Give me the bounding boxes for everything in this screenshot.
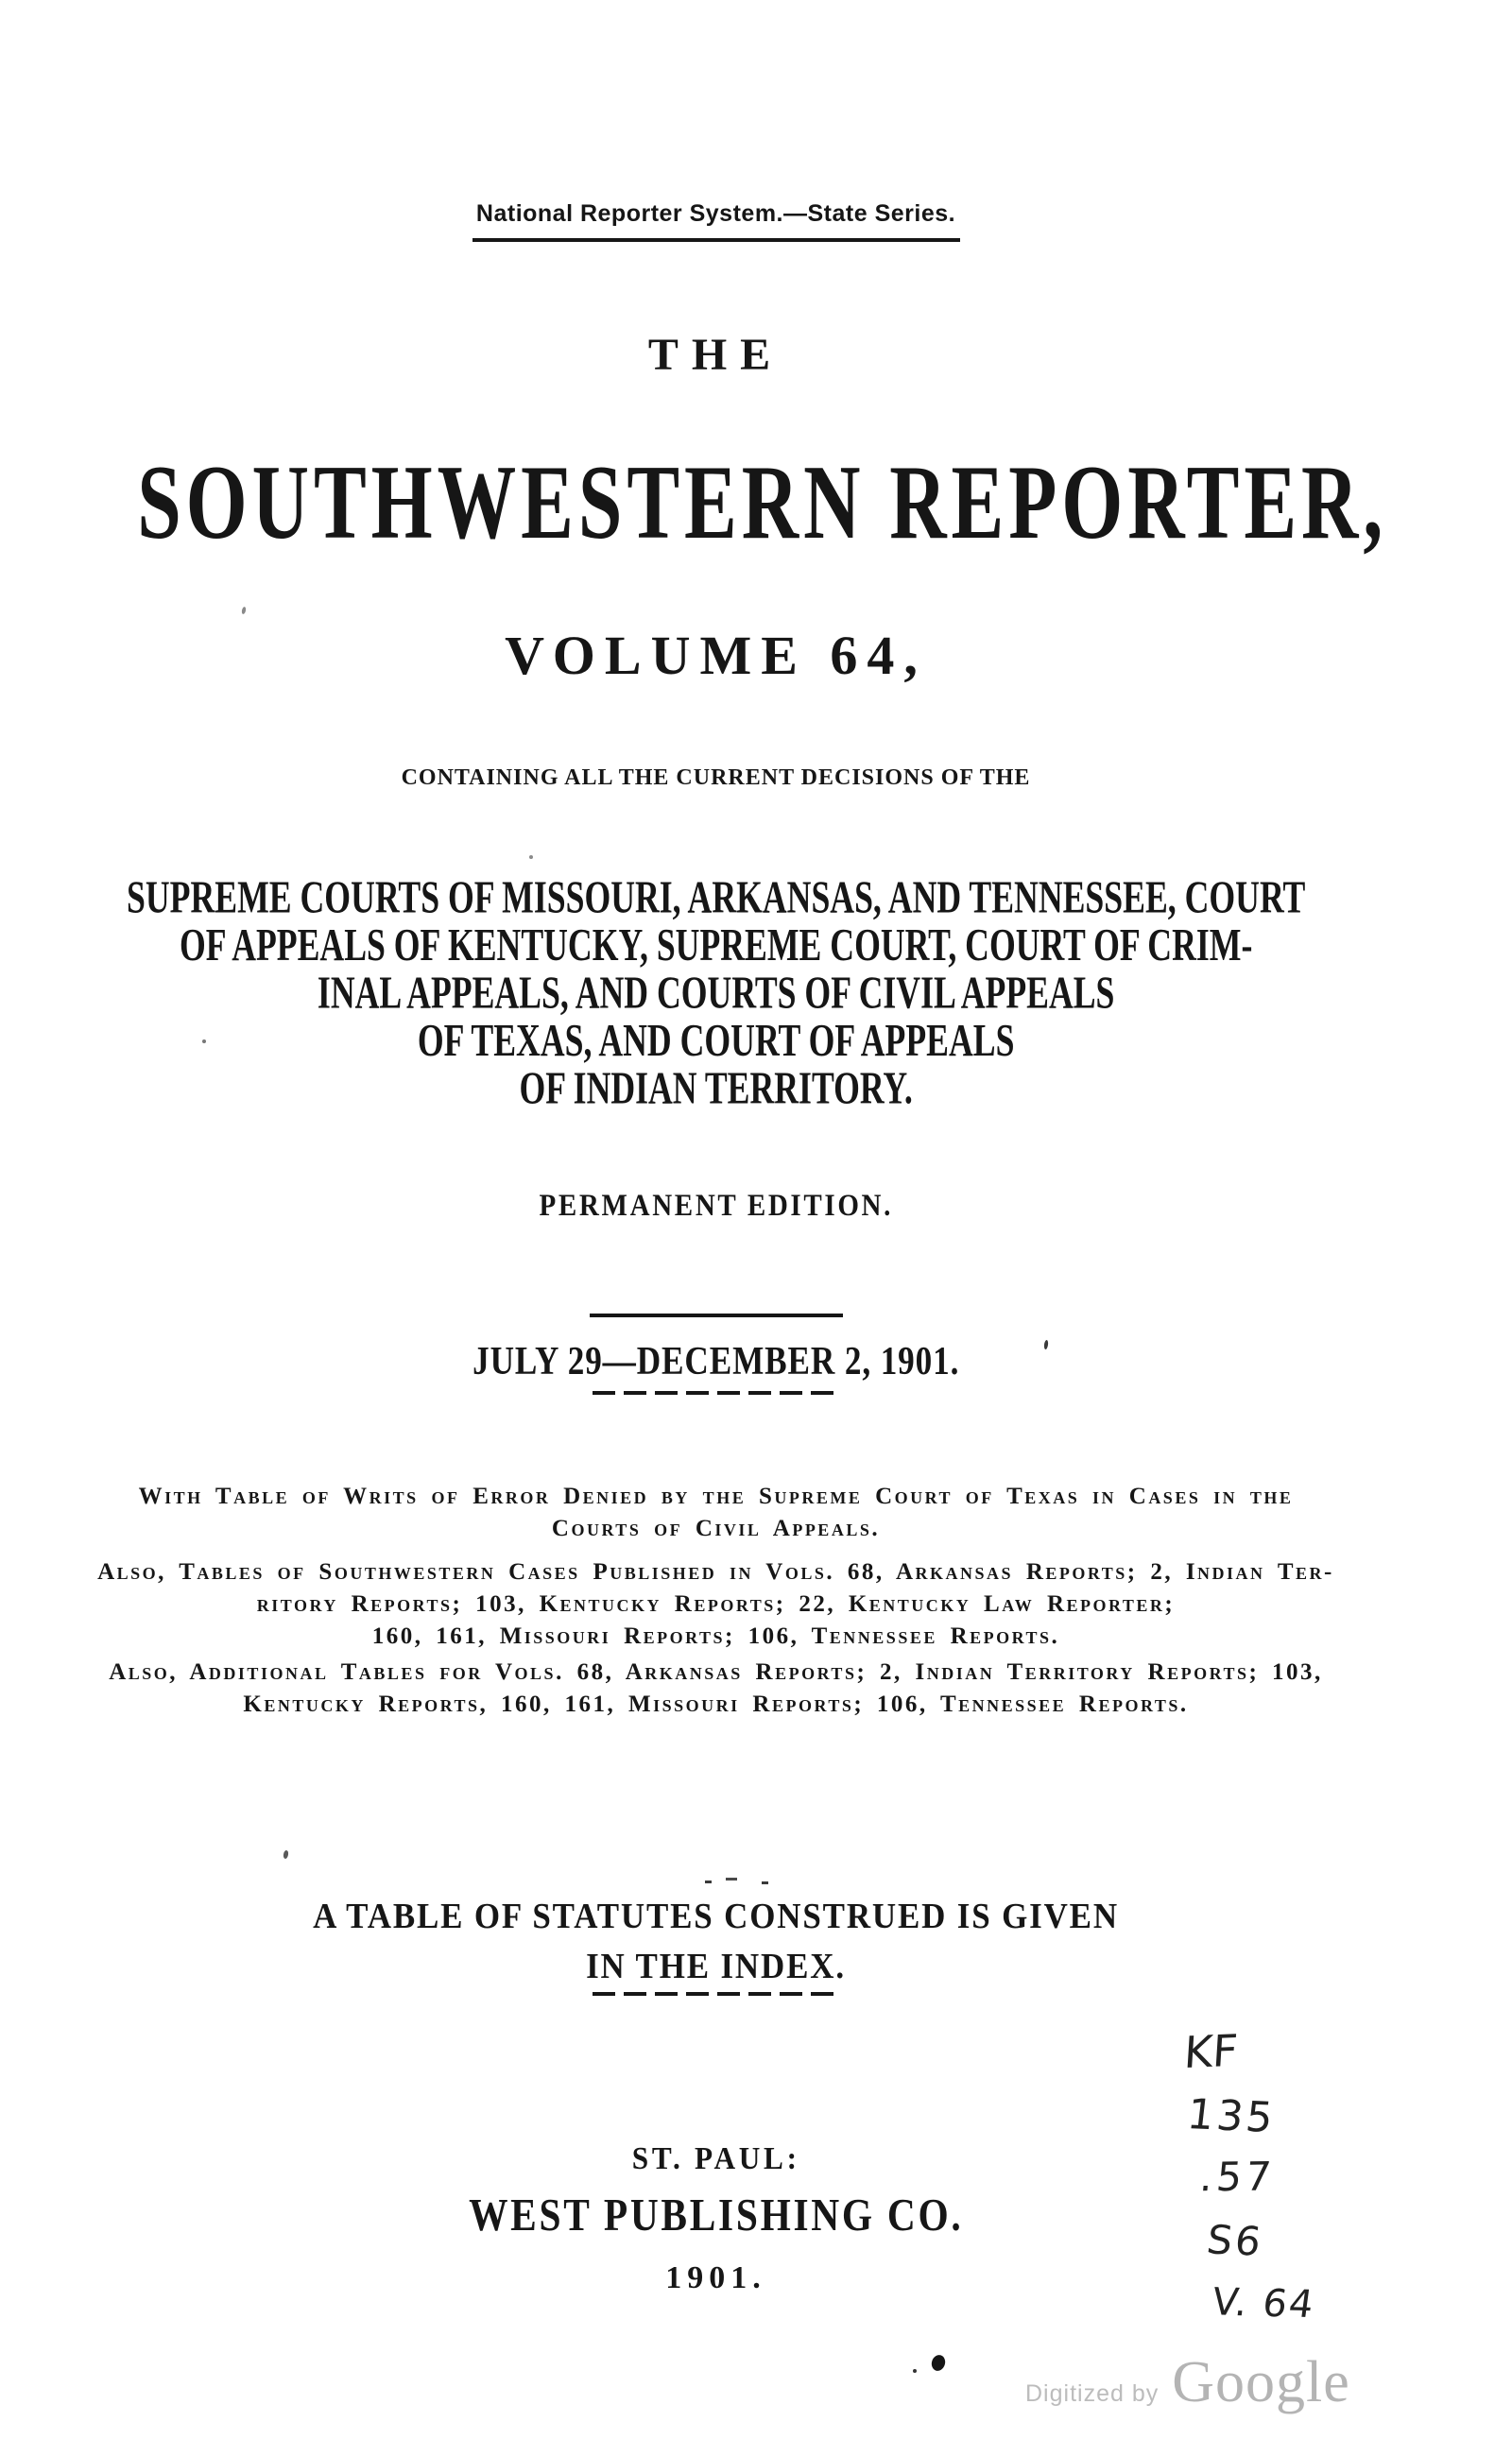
writs-note-line: With Table of Writs of Error Denied by the Supreme Court of Texas in Cases in the (138, 1484, 1294, 1509)
scan-artifact (705, 1881, 712, 1883)
header-rule (472, 238, 960, 242)
courts-line: OF TEXAS, AND COURT OF APPEALS (417, 1016, 1015, 1067)
statutes-note (0, 1892, 1432, 1992)
call-number-line: V. 64 (1209, 2280, 1318, 2327)
dashed-rule (593, 1992, 840, 1996)
call-number-line: KF (1182, 2024, 1240, 2079)
statutes-note-line: A TABLE OF STATUTES CONSTRUED IS GIVEN (313, 1897, 1119, 1936)
call-number-line: S6 (1204, 2216, 1267, 2265)
statutes-note-text (313, 1892, 1119, 1992)
google-logo: Google (1172, 2350, 1350, 2414)
tables-note-line: Also, Tables of Southwestern Cases Published in Vols. 68, Arkansas Reports; 2, Indian Ter- (97, 1559, 1334, 1585)
scan-artifact (726, 1878, 737, 1881)
book-title-text: SOUTHWESTERN REPORTER, (137, 444, 1388, 562)
edition-label (0, 1189, 1432, 1224)
writs-note-line: Courts of Civil Appeals. (551, 1516, 881, 1541)
digitized-by-label: Digitized by (1025, 2380, 1160, 2407)
courts-line: SUPREME COURTS OF MISSOURI, ARKANSAS, AND TENNESSEE, COURT (126, 872, 1306, 923)
call-number-line: .57 (1197, 2153, 1278, 2201)
series-header: National Reporter System.—State Series. (475, 200, 956, 227)
edition-label-text: PERMANENT EDITION. (539, 1189, 893, 1223)
additional-tables-note-line: Kentucky Reports, 160, 161, Missouri Reports; 106, Tennessee Reports. (243, 1692, 1189, 1717)
scan-artifact (913, 2369, 917, 2373)
statutes-note-line: IN THE INDEX. (586, 1947, 846, 1986)
imprint-publisher-text: WEST PUBLISHING CO. (468, 2190, 964, 2241)
dashed-rule (593, 1391, 840, 1395)
handwritten-call-number (1178, 2021, 1389, 2335)
scan-artifact (762, 1881, 768, 1884)
volume-number: VOLUME 64, (505, 625, 927, 686)
additional-tables-note-line: Also, Additional Tables for Vols. 68, Arkansas Reports; 2, Indian Territory Reports; 103, (109, 1659, 1323, 1685)
tables-note-line: 160, 161, Missouri Reports; 106, Tennessee Reports. (371, 1623, 1060, 1649)
book-title (0, 442, 1432, 562)
courts-line: INAL APPEALS, AND COURTS OF CIVIL APPEALS (317, 969, 1115, 1019)
date-range (0, 1337, 1432, 1382)
courts-list (0, 872, 1432, 1115)
courts-line: OF INDIAN TERRITORY. (519, 1064, 913, 1115)
containing-line: CONTAINING ALL THE CURRENT DECISIONS OF THE (401, 765, 1031, 790)
scan-artifact (529, 855, 533, 859)
date-range-text: JULY 29—DECEMBER 2, 1901. (472, 1338, 960, 1383)
courts-list-text (127, 874, 1305, 1113)
imprint-year: 1901. (665, 2260, 766, 2295)
separator-rule (590, 1314, 843, 1317)
tables-note-line: ritory Reports; 103, Kentucky Reports; 22, Kentucky Law Reporter; (256, 1591, 1176, 1617)
courts-line: OF APPEALS OF KENTUCKY, SUPREME COURT, COURT OF CRIM- (179, 920, 1253, 971)
call-number-line: 135 (1184, 2090, 1279, 2143)
title-article: THE (647, 330, 784, 380)
digitized-footer (1025, 2349, 1350, 2416)
imprint-city-text: ST. PAUL: (631, 2141, 800, 2176)
scan-artifact (202, 1039, 206, 1043)
